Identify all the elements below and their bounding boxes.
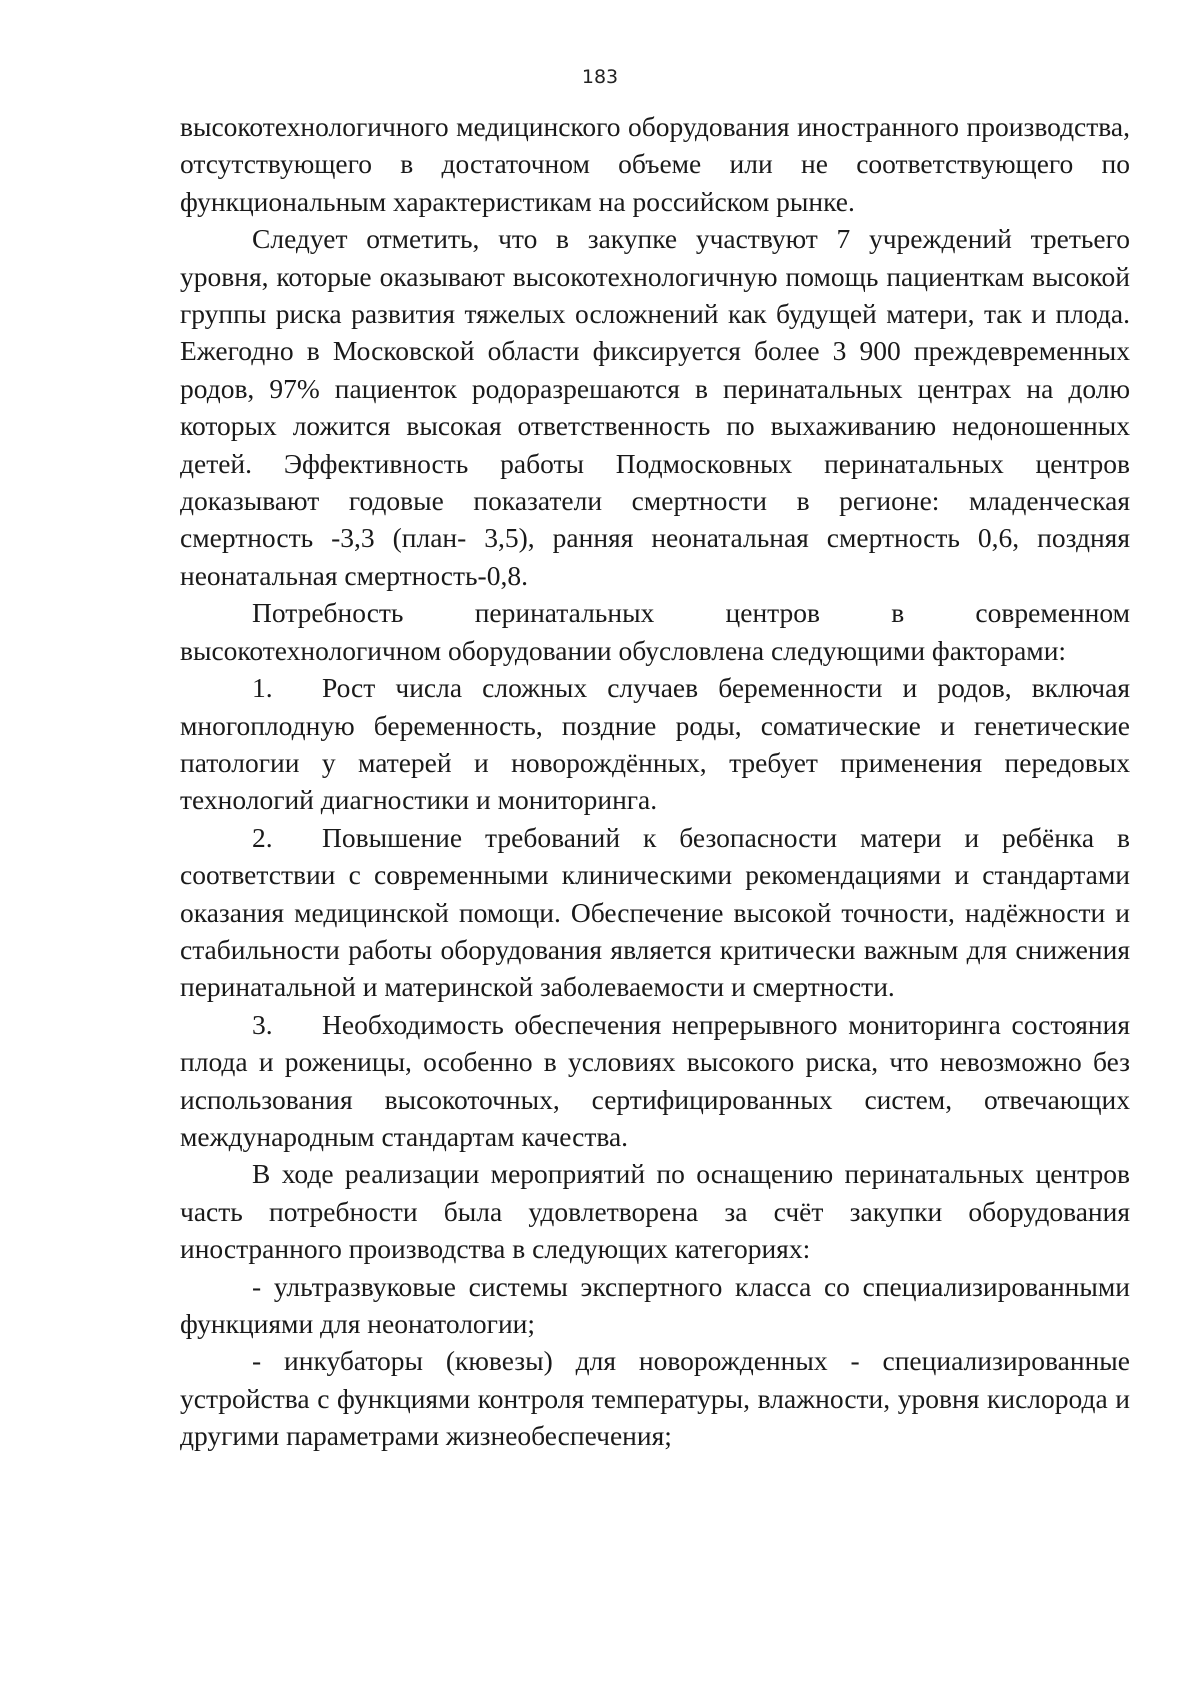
factor-number: 3.	[252, 1008, 273, 1040]
paragraph-equipment-intro: В ходе реализации мероприятий по оснащению перинатальных центров часть потребности была удовлетворена за счёт закупки оборудования иностранного производства в следующих категориях:	[180, 1158, 1130, 1265]
paragraph-need-intro: Потребность перинатальных центров в современном высокотехнологичном оборудовании обусловлена следующими факторами:	[180, 597, 1130, 666]
page-number: 183	[581, 66, 619, 88]
document-body	[180, 108, 1130, 1455]
factor-text: Рост числа сложных случаев беременности и родов, включая многоплодную беременность, поздние роды, соматические и генетические патологии у матерей и новорождённых, требует применения передовых технологий диагностики и мониторинга.	[180, 672, 1130, 816]
factor-item-3	[180, 1006, 1130, 1156]
category-item-ultrasound: - ультразвуковые системы экспертного класса со специализированными функциями для неонатологии;	[180, 1270, 1130, 1339]
factor-number: 1.	[252, 672, 273, 704]
paragraph-institutions: Следует отметить, что в закупке участвуют 7 учреждений третьего уровня, которые оказывают высокотехнологичную помощь пациенткам высокой группы риска развития тяжелых осложнений как будущей матери, так и плода. Ежегодно в Московской области фиксируется более 3 900 преждевременных родов, 97% пациенток родоразрешаются в перинатальных центрах на долю которых ложится высокая ответственность по выхаживанию недоношенных детей. Эффективность работы Подмосковных перинатальных центров доказывают годовые показатели смертности в регионе: младенческая смертность -3,3 (план- 3,5), ранняя неонатальная смертность 0,6, поздняя неонатальная смертность-0,8.	[180, 223, 1130, 591]
factor-text: Повышение требований к безопасности матери и ребёнка в соответствии с современными клиническими рекомендациями и стандартами оказания медицинской помощи. Обеспечение высокой точности, надёжности и стабильности работы оборудования является критически важным для снижения перинатальной и материнской заболеваемости и смертности.	[180, 821, 1130, 1003]
category-item-incubators: - инкубаторы (кювезы) для новорожденных - специализированные устройства с функциями контроля температуры, влажности, уровня кислорода и другими параметрами жизнеобеспечения;	[180, 1345, 1130, 1452]
factor-item-2	[180, 819, 1130, 1006]
paragraph-continuation: высокотехнологичного медицинского оборудования иностранного производства, отсутствующего в достаточном объеме или не соответствующего по функциональным характеристикам на российском рынке.	[180, 111, 1130, 217]
factor-item-1	[180, 669, 1130, 819]
factor-number: 2.	[252, 821, 273, 853]
factor-text: Необходимость обеспечения непрерывного мониторинга состояния плода и роженицы, особенно в условиях высокого риска, что невозможно без использования высокоточных, сертифицированных систем, отвечающих международным стандартам качества.	[180, 1008, 1130, 1152]
